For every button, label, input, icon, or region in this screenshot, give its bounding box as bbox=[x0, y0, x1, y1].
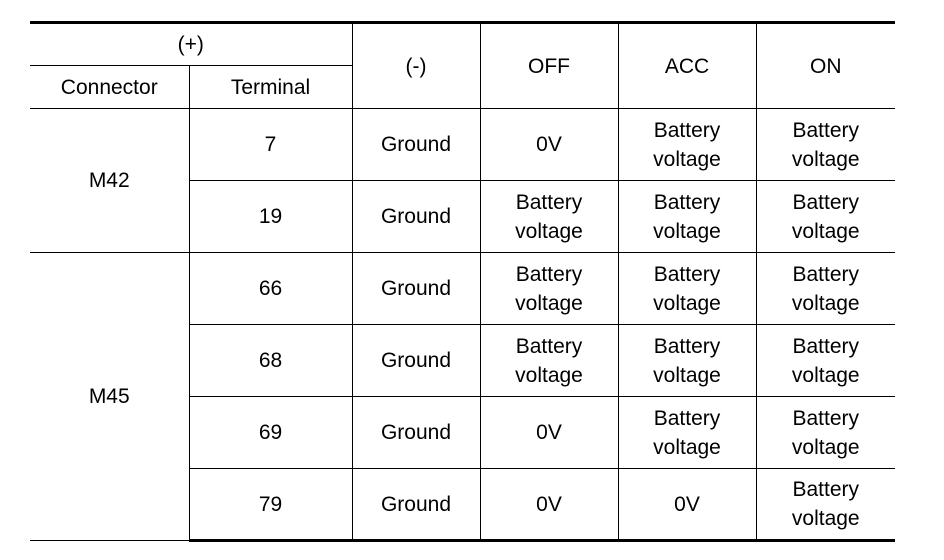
off-cell: 0V bbox=[480, 469, 618, 541]
minus-cell: Ground bbox=[352, 253, 480, 325]
on-cell: Battery voltage bbox=[756, 109, 895, 181]
off-cell: Battery voltage bbox=[480, 325, 618, 397]
table-row bbox=[30, 253, 895, 325]
minus-cell: Ground bbox=[352, 181, 480, 253]
acc-cell: Battery voltage bbox=[618, 253, 756, 325]
terminal-cell: 7 bbox=[189, 109, 352, 181]
off-cell: Battery voltage bbox=[480, 181, 618, 253]
connector-cell: M42 bbox=[30, 109, 189, 253]
off-cell: Battery voltage bbox=[480, 253, 618, 325]
connector-header: Connector bbox=[30, 66, 189, 109]
header-row-1 bbox=[30, 23, 895, 66]
acc-cell: Battery voltage bbox=[618, 397, 756, 469]
minus-cell: Ground bbox=[352, 109, 480, 181]
terminal-cell: 69 bbox=[189, 397, 352, 469]
connector-cell: M45 bbox=[30, 253, 189, 541]
off-header: OFF bbox=[480, 23, 618, 109]
terminal-cell: 19 bbox=[189, 181, 352, 253]
plus-header: (+) bbox=[30, 23, 352, 66]
acc-cell: Battery voltage bbox=[618, 109, 756, 181]
table-row bbox=[30, 109, 895, 181]
minus-header: (-) bbox=[352, 23, 480, 109]
acc-cell: Battery voltage bbox=[618, 325, 756, 397]
off-cell: 0V bbox=[480, 397, 618, 469]
on-cell: Battery voltage bbox=[756, 325, 895, 397]
minus-cell: Ground bbox=[352, 397, 480, 469]
acc-cell: 0V bbox=[618, 469, 756, 541]
on-cell: Battery voltage bbox=[756, 253, 895, 325]
voltage-check-table bbox=[30, 21, 895, 542]
acc-header: ACC bbox=[618, 23, 756, 109]
off-cell: 0V bbox=[480, 109, 618, 181]
on-cell: Battery voltage bbox=[756, 397, 895, 469]
terminal-header: Terminal bbox=[189, 66, 352, 109]
acc-cell: Battery voltage bbox=[618, 181, 756, 253]
terminal-cell: 79 bbox=[189, 469, 352, 541]
terminal-cell: 66 bbox=[189, 253, 352, 325]
on-cell: Battery voltage bbox=[756, 469, 895, 541]
minus-cell: Ground bbox=[352, 325, 480, 397]
on-cell: Battery voltage bbox=[756, 181, 895, 253]
on-header: ON bbox=[756, 23, 895, 109]
terminal-cell: 68 bbox=[189, 325, 352, 397]
minus-cell: Ground bbox=[352, 469, 480, 541]
